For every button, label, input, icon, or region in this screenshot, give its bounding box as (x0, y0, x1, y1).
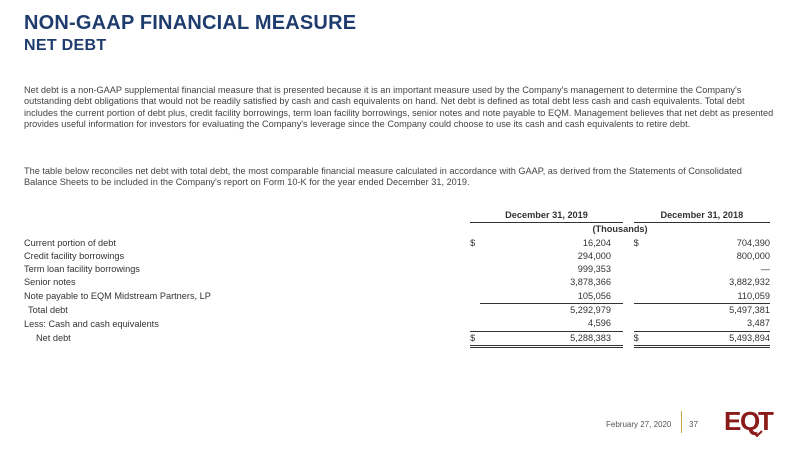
currency-symbol: $ (634, 331, 644, 346)
row-label: Net debt (36, 333, 71, 344)
svg-text:T: T (758, 406, 774, 436)
net-debt-row (24, 331, 770, 346)
row-label: Total debt (28, 304, 68, 315)
value-2018: 3,882,932 (729, 277, 770, 288)
value-2019: 5,288,383 (480, 331, 623, 346)
column-header-2018: December 31, 2018 (634, 209, 770, 223)
eqt-logo (724, 403, 776, 439)
footer-divider (681, 411, 682, 433)
definition-paragraph: Net debt is a non-GAAP supplemental financial measure that is presented because it is an important measure used by the Company's management to determine the Company's outstanding debt obligations that would not be readily satisfied by cash and cash equivalents on hand. Net debt is defined as total debt less cash and cash equivalents. Total debt includes the current portion of debt plus, credit facility borrowings, term loan facility borrowings, senior notes and note payable to EQM. Management believes that net debt as presented provides useful information for investors for evaluating the Company's leverage since the Company could choose to use its cash and cash equivalents to retire debt. (24, 85, 774, 130)
row-label: Senior notes (24, 277, 76, 288)
value-2018: — (760, 264, 770, 275)
svg-text:Q: Q (740, 406, 761, 436)
value-2019: 5,292,979 (570, 305, 611, 316)
column-header-2019: December 31, 2019 (470, 209, 623, 223)
table-header-row (24, 209, 770, 223)
reconciliation-paragraph: The table below reconciles net debt with total debt, the most comparable financial measure calculated in accordance with GAAP, as derived from the Statements of Consolidated Balance Sheets to be included in the Company's report on Form 10-K for the year ended December 31, 2019. (24, 166, 742, 188)
value-2019: 4,596 (480, 317, 623, 331)
currency-symbol: $ (633, 237, 639, 248)
footer-date: February 27, 2020 (606, 420, 672, 429)
page-subtitle: NET DEBT (24, 37, 107, 54)
page-number: 37 (689, 420, 698, 429)
value-2018: 3,487 (644, 317, 770, 331)
table-row (24, 276, 770, 289)
table-row (24, 263, 770, 276)
value-2019: 16,204 (582, 237, 611, 248)
row-label: Less: Cash and cash equivalents (24, 318, 159, 329)
row-label: Credit facility borrowings (24, 250, 125, 261)
value-2018: 110,059 (644, 290, 770, 304)
value-2018: 704,390 (736, 237, 770, 248)
value-2019: 105,056 (480, 290, 623, 304)
value-2018: 5,497,381 (729, 305, 770, 316)
svg-text:E: E (724, 406, 741, 436)
value-2019: 999,353 (577, 264, 611, 275)
value-2018: 5,493,894 (644, 331, 770, 346)
value-2018: 800,000 (736, 250, 770, 261)
currency-symbol: $ (470, 331, 480, 346)
row-label: Current portion of debt (24, 237, 116, 248)
table-row (24, 317, 770, 331)
page-title: NON-GAAP FINANCIAL MEASURE (24, 12, 357, 34)
value-2019: 3,878,366 (570, 277, 611, 288)
currency-symbol: $ (470, 237, 476, 248)
units-row (24, 223, 770, 237)
table-row (24, 250, 770, 263)
table-row (24, 290, 770, 304)
net-debt-table (24, 209, 770, 348)
table-row (24, 237, 770, 250)
total-debt-row (24, 304, 770, 318)
value-2019: 294,000 (577, 250, 611, 261)
units-label: (Thousands) (592, 224, 648, 235)
row-label: Term loan facility borrowings (24, 264, 140, 275)
row-label: Note payable to EQM Midstream Partners, LP (24, 291, 211, 302)
